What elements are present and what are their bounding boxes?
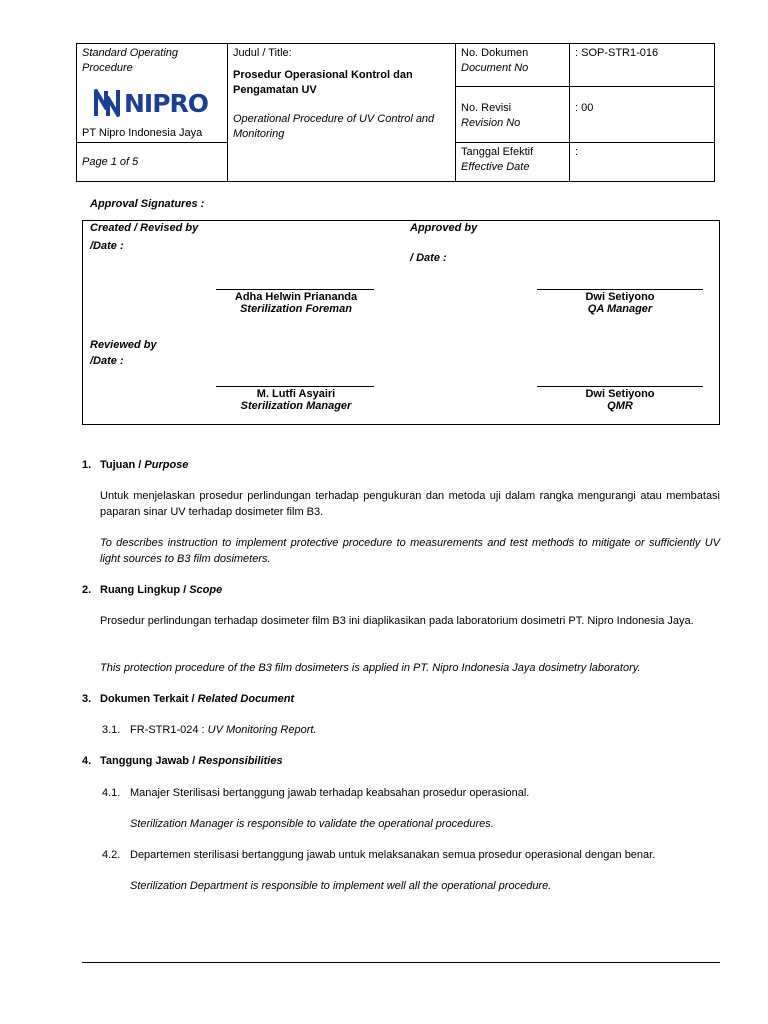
created-date-label: /Date : [90, 240, 124, 252]
title-label: Judul / Title: [233, 47, 292, 59]
effective-date-label-cell [456, 143, 570, 182]
page-number: Page 1 of 5 [77, 143, 228, 182]
revision-label-en: Revision No [461, 117, 521, 129]
doc-no-value: : SOP-STR1-016 [570, 44, 715, 87]
section-1-text-en: To describes instruction to implement protective procedure to measurements and test methods to mitigate or sufficiently UV light sources to B3 film dosimeters. [100, 537, 720, 565]
signature-block-2 [520, 291, 720, 315]
signature-line-2 [537, 289, 703, 290]
approval-signatures-box [82, 220, 720, 425]
sop-company-cell [77, 44, 228, 143]
company-logo [94, 86, 222, 120]
effective-date-value: : [570, 143, 715, 182]
signature-block-3 [196, 388, 396, 412]
approved-label: Approved by [410, 222, 478, 234]
doc-no-label-en: Document No [461, 62, 529, 74]
signer-3-name: M. Lutfi Asyairi [256, 388, 336, 400]
sop-label: Standard Operating Procedure [82, 47, 179, 74]
section-2-heading: 2. Ruang Lingkup / Scope [82, 584, 223, 596]
signature-block-4 [520, 388, 720, 412]
approval-heading: Approval Signatures : [90, 198, 205, 210]
section-4-2-text-en: Sterilization Department is responsible to implement well all the operational procedure. [130, 880, 552, 892]
signature-line-3 [216, 386, 374, 387]
nipro-logo-icon [94, 88, 120, 118]
section-2-text-id: Prosedur perlindungan terhadap dosimeter film B3 ini diaplikasikan pada laboratorium dosimetri PT. Nipro Indonesia Jaya. [100, 615, 694, 627]
effective-date-label-en: Effective Date [461, 161, 530, 173]
reviewed-date-label: /Date : [90, 355, 124, 367]
section-4-1-item: 4.1. Manajer Sterilisasi bertanggung jawab terhadap keabsahan prosedur operasional. [102, 787, 530, 799]
title-id: Prosedur Operasional Kontrol dan Pengamatan UV [233, 69, 413, 96]
section-3-heading: 3. Dokumen Terkait / Related Document [82, 693, 295, 705]
effective-date-label: Tanggal Efektif [461, 146, 534, 158]
signer-4-role: QMR [607, 400, 633, 412]
document-header-table [76, 43, 715, 182]
signer-3-role: Sterilization Manager [240, 400, 352, 412]
section-1-text-id: Untuk menjelaskan prosedur perlindungan terhadap pengukuran dan metoda uji dalam rangka mengurangi atau membatasi paparan sinar UV terhadap dosimeter film B3. [100, 490, 720, 518]
title-en: Operational Procedure of UV Control and Monitoring [233, 113, 435, 140]
signer-4-name: Dwi Setiyono [585, 388, 655, 400]
signer-1-role: Sterilization Foreman [240, 303, 352, 315]
signer-2-role: QA Manager [587, 303, 653, 315]
logo-text: NIPRO [124, 88, 209, 118]
signature-line-4 [537, 386, 703, 387]
section-1-heading: 1. Tujuan / Purpose [82, 459, 189, 471]
revision-value: : 00 [570, 87, 715, 143]
section-4-1-text-en: Sterilization Manager is responsible to validate the operational procedures. [130, 818, 494, 830]
revision-label-cell [456, 87, 570, 143]
section-4-2-item: 4.2. Departemen sterilisasi bertanggung jawab untuk melaksanakan semua prosedur operasional dengan benar. [102, 849, 656, 861]
reviewed-label: Reviewed by [90, 339, 157, 351]
doc-no-label-cell [456, 44, 570, 87]
doc-no-label: No. Dokumen [461, 47, 529, 59]
signature-block-1 [196, 291, 396, 315]
section-3-1-item: 3.1. FR-STR1-024 : UV Monitoring Report. [102, 724, 317, 736]
section-4-heading: 4. Tanggung Jawab / Responsibilities [82, 755, 283, 767]
signer-2-name: Dwi Setiyono [585, 291, 655, 303]
created-label: Created / Revised by [90, 222, 199, 234]
signer-1-name: Adha Helwin Priananda [234, 291, 358, 303]
signature-line-1 [216, 289, 374, 290]
company-name: PT Nipro Indonesia Jaya [82, 127, 203, 139]
section-2-text-en: This protection procedure of the B3 film dosimeters is applied in PT. Nipro Indonesia Jaya dosimetry laboratory. [100, 662, 641, 674]
revision-label: No. Revisi [461, 102, 512, 114]
approved-date-label: / Date : [410, 252, 447, 264]
title-cell [228, 44, 456, 182]
footer-divider [82, 962, 720, 963]
